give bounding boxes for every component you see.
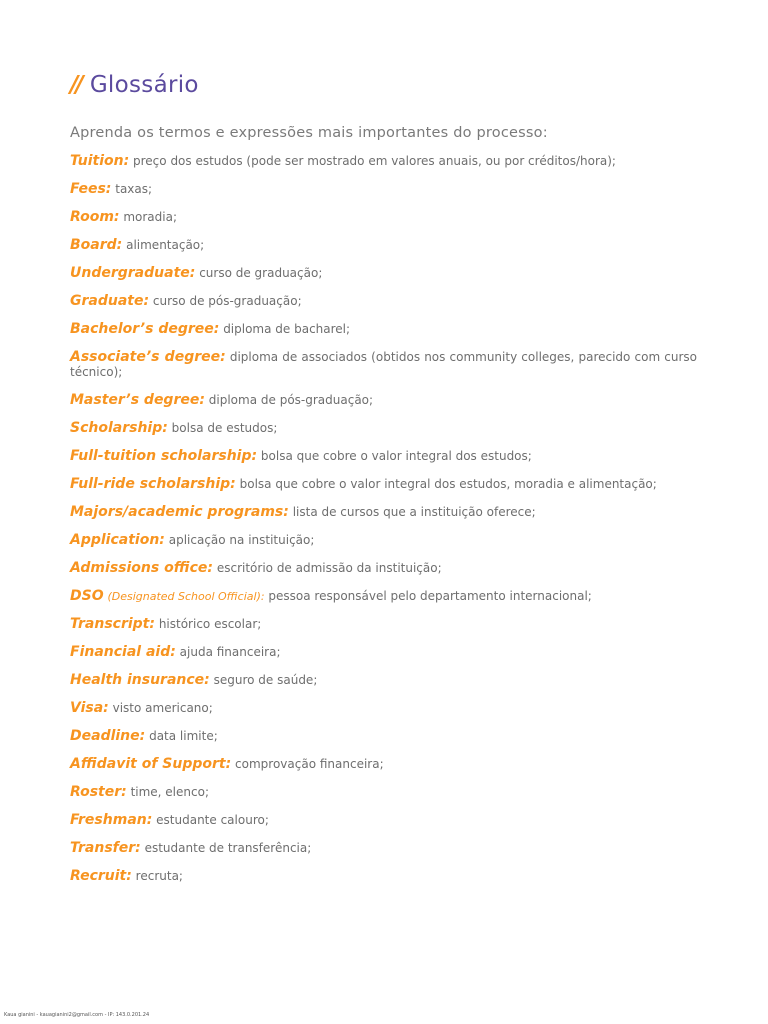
title-slashes-decoration: // [70, 72, 81, 98]
glossary-entry [70, 841, 697, 856]
glossary-definition: bolsa de estudos; [171, 421, 278, 435]
glossary-entry [70, 645, 697, 660]
glossary-definition: alimentação; [126, 238, 205, 252]
glossary-entry [70, 154, 697, 169]
glossary-entry [70, 673, 697, 688]
glossary-entry [70, 210, 697, 225]
intro-text: Aprenda os termos e expressões mais importantes do processo: [70, 125, 548, 141]
glossary-entry [70, 505, 697, 520]
glossary-term: Full-ride scholarship: [70, 476, 236, 492]
glossary-definition: estudante calouro; [156, 813, 269, 827]
glossary-definition: pessoa responsável pelo departamento internacional; [268, 589, 592, 603]
glossary-entry [70, 266, 697, 281]
glossary-term: Graduate: [70, 293, 150, 309]
glossary-term: Room: [70, 209, 120, 225]
glossary-entry [70, 421, 697, 436]
glossary-term: Tuition: [70, 153, 130, 169]
glossary-term: Bachelor’s degree: [70, 321, 220, 337]
glossary-entry [70, 350, 697, 380]
glossary-definition: seguro de saúde; [213, 673, 318, 687]
glossary-entry [70, 561, 697, 576]
glossary-definition: curso de graduação; [199, 266, 323, 280]
glossary-definition: visto americano; [112, 701, 213, 715]
glossary-entry [70, 785, 697, 800]
title-text: Glossário [89, 72, 199, 98]
glossary-entry [70, 449, 697, 464]
glossary-definition: curso de pós-graduação; [152, 294, 302, 308]
glossary-term: Financial aid: [70, 644, 176, 660]
glossary-term: Master’s degree: [70, 392, 205, 408]
glossary-term: Transfer: [70, 840, 141, 856]
glossary-term: Deadline: [70, 728, 146, 744]
glossary-term: DSO [70, 588, 104, 604]
page-title [70, 72, 199, 98]
glossary-entry [70, 533, 697, 548]
glossary-entry [70, 729, 697, 744]
glossary-term: Undergraduate: [70, 265, 196, 281]
glossary-definition: comprovação financeira; [235, 757, 384, 771]
glossary-term: Admissions office: [70, 560, 214, 576]
glossary-definition: bolsa que cobre o valor integral dos estudos, moradia e alimentação; [239, 477, 657, 491]
glossary-term: Health insurance: [70, 672, 210, 688]
glossary-definition: diploma de pós-graduação; [208, 393, 374, 407]
glossary-term: Application: [70, 532, 165, 548]
glossary-entry [70, 701, 697, 716]
glossary-definition: escritório de admissão da instituição; [216, 561, 442, 575]
glossary-term: Fees: [70, 181, 112, 197]
glossary-entry [70, 294, 697, 309]
glossary-entry [70, 617, 697, 632]
glossary-term: Affidavit of Support: [70, 756, 232, 772]
glossary-definition: histórico escolar; [158, 617, 262, 631]
glossary-term: Associate’s degree: [70, 349, 226, 365]
glossary-entry [70, 182, 697, 197]
glossary-entry [70, 238, 697, 253]
glossary-entry [70, 393, 697, 408]
glossary-entry [70, 477, 697, 492]
glossary-definition: time, elenco; [130, 785, 209, 799]
footer-watermark: Kaua gianini - kauagianini2@gmail.com - IP: 143.0.201.24 [4, 1012, 150, 1018]
glossary-definition: preço dos estudos (pode ser mostrado em valores anuais, ou por créditos/hora); [133, 154, 616, 168]
glossary-definition: recruta; [135, 869, 183, 883]
glossary-entry [70, 813, 697, 828]
glossary-definition: diploma de associados (obtidos nos community colleges, parecido com curso técnico); [70, 350, 697, 379]
glossary-definition: aplicação na instituição; [168, 533, 315, 547]
glossary-definition: moradia; [123, 210, 178, 224]
glossary-term: Transcript: [70, 616, 155, 632]
glossary-term: Scholarship: [70, 420, 168, 436]
glossary-definition: bolsa que cobre o valor integral dos estudos; [260, 449, 532, 463]
glossary-term-note: (Designated School Official): [107, 590, 265, 603]
glossary-term: Majors/academic programs: [70, 504, 289, 520]
glossary-term: Freshman: [70, 812, 153, 828]
glossary-definition: data limite; [149, 729, 218, 743]
glossary-definition: ajuda financeira; [179, 645, 281, 659]
glossary-definition: diploma de bacharel; [223, 322, 351, 336]
glossary-entry [70, 869, 697, 884]
glossary-list [70, 154, 697, 897]
glossary-definition: lista de cursos que a instituição oferece; [292, 505, 536, 519]
glossary-definition: taxas; [115, 182, 153, 196]
glossary-entry [70, 757, 697, 772]
glossary-term: Roster: [70, 784, 127, 800]
glossary-definition: estudante de transferência; [144, 841, 312, 855]
glossary-entry [70, 589, 697, 604]
glossary-term: Board: [70, 237, 123, 253]
glossary-term: Full-tuition scholarship: [70, 448, 258, 464]
glossary-term: Recruit: [70, 868, 132, 884]
glossary-entry [70, 322, 697, 337]
glossary-term: Visa: [70, 700, 109, 716]
